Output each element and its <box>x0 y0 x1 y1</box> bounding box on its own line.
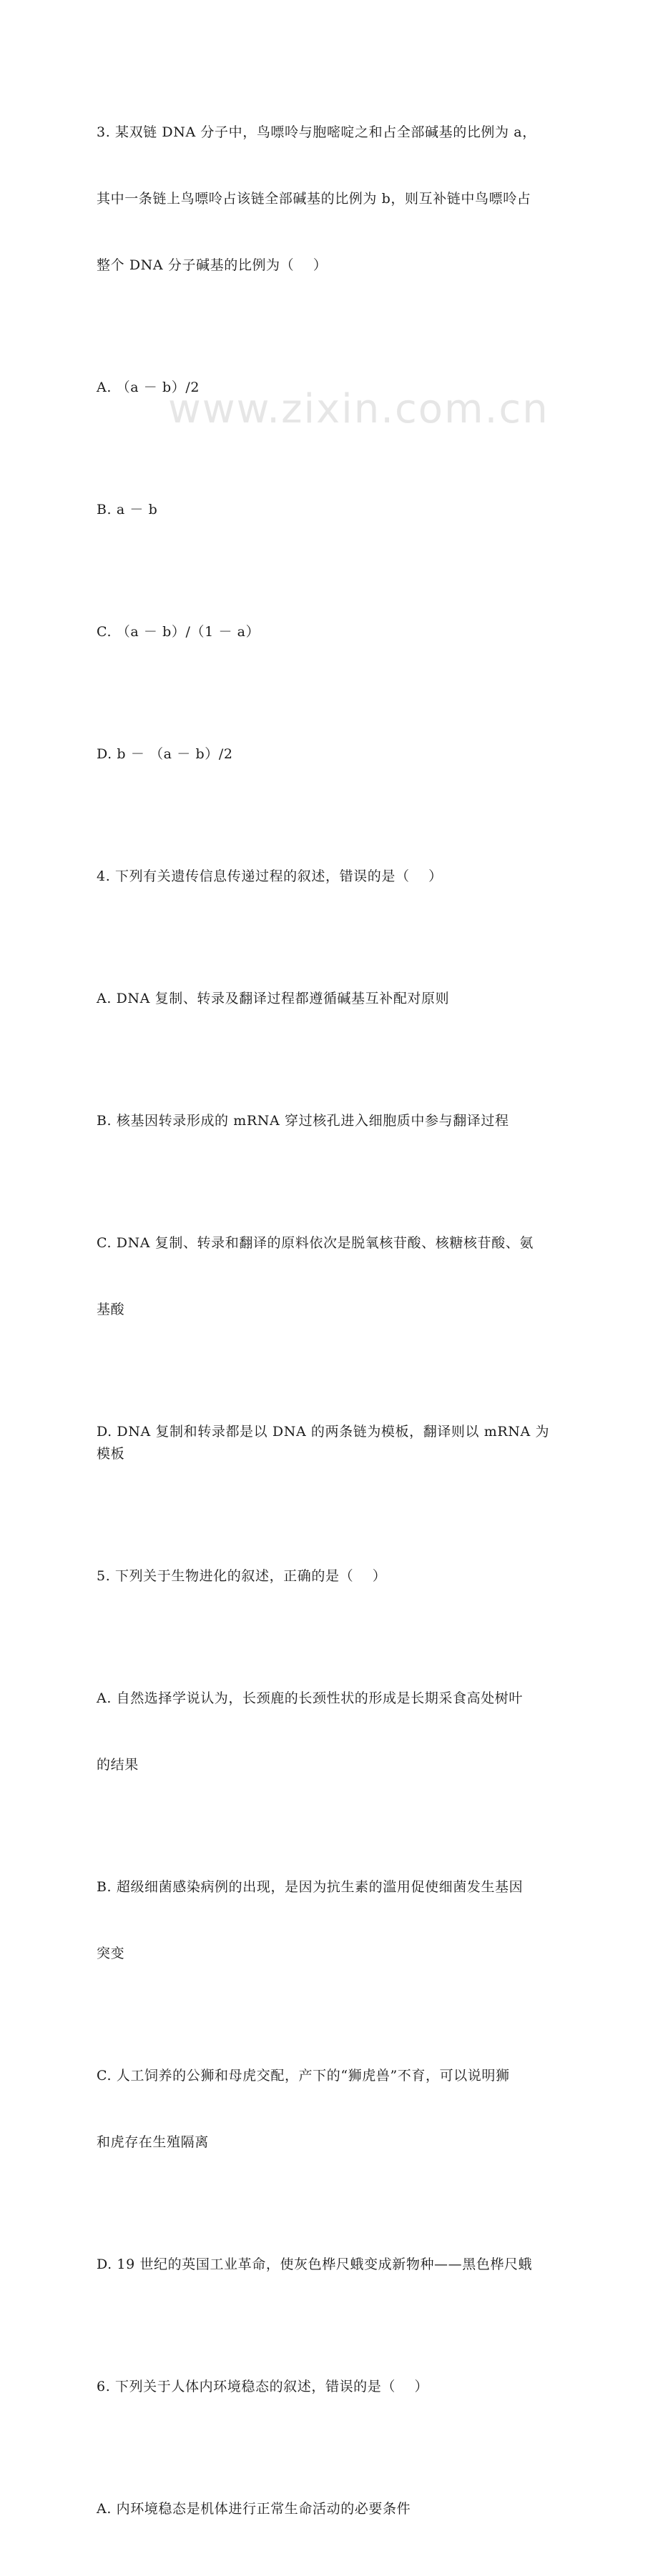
question-4-option-b <box>97 1066 561 1176</box>
question-5-option-b <box>97 1832 561 2009</box>
option-line: A. DNA 复制、转录及翻译过程都遵循碱基互补配对原则 <box>97 991 450 1006</box>
option-line: 的结果 <box>97 1757 139 1773</box>
question-5-option-c <box>97 2021 561 2198</box>
question-stem-line: 4. 下列有关遗传信息传递过程的叙述，错误的是（ ） <box>97 868 443 884</box>
option-line: C. （a － b）/（1 － a） <box>97 624 260 640</box>
question-4-option-c <box>97 1188 561 1365</box>
option-line: 突变 <box>97 1946 125 1961</box>
question-4-stem <box>97 821 561 932</box>
question-5-option-d <box>97 2209 561 2320</box>
question-list <box>97 77 561 2576</box>
option-line: D. DNA 复制和转录都是以 DNA 的两条链为模板，翻译则以 mRNA 为模板 <box>97 1424 550 1462</box>
question-4-option-a <box>97 943 561 1054</box>
question-6-stem <box>97 2332 561 2442</box>
option-line: C. 人工饲养的公狮和母虎交配，产下的“狮虎兽”不育，可以说明狮 <box>97 2068 510 2084</box>
question-stem-line: 5. 下列关于生物进化的叙述，正确的是（ ） <box>97 1568 387 1584</box>
question-3-option-b <box>97 455 561 565</box>
question-stem-line: 3. 某双链 DNA 分子中，鸟嘌呤与胞嘧啶之和占全部碱基的比例为 a， <box>97 124 536 140</box>
question-4-option-d <box>97 1377 561 1510</box>
question-3-option-c <box>97 577 561 688</box>
option-line: C. DNA 复制、转录和翻译的原料依次是脱氧核苷酸、核糖核苷酸、氨 <box>97 1235 534 1251</box>
question-5-option-a <box>97 1643 561 1820</box>
question-3-stem <box>97 77 561 321</box>
question-6-option-a <box>97 2454 561 2565</box>
option-line: B. 超级细菌感染病例的出现，是因为抗生素的滥用促使细菌发生基因 <box>97 1879 524 1895</box>
option-line: A. （a － b）/2 <box>97 380 200 395</box>
option-line: A. 自然选择学说认为，长颈鹿的长颈性状的形成是长期采食高处树叶 <box>97 1690 524 1706</box>
option-line: A. 内环境稳态是机体进行正常生命活动的必要条件 <box>97 2501 411 2517</box>
option-line: D. b － （a － b）/2 <box>97 746 233 762</box>
question-stem-line: 整个 DNA 分子碱基的比例为（ ） <box>97 257 328 273</box>
question-3-option-a <box>97 332 561 443</box>
watermark: www.zixin.com.cn <box>168 386 549 432</box>
option-line: 基酸 <box>97 1302 125 1317</box>
question-stem-line: 6. 下列关于人体内环境稳态的叙述，错误的是（ ） <box>97 2379 429 2394</box>
question-3-option-d <box>97 699 561 810</box>
question-stem-line: 其中一条链上鸟嘌呤占该链全部碱基的比例为 b，则互补链中鸟嘌呤占 <box>97 191 531 207</box>
question-5-stem <box>97 1521 561 1632</box>
option-line: D. 19 世纪的英国工业革命，使灰色桦尺蛾变成新物种——黑色桦尺蛾 <box>97 2257 533 2272</box>
option-line: B. a － b <box>97 502 158 517</box>
option-line: 和虎存在生殖隔离 <box>97 2134 209 2150</box>
option-line: B. 核基因转录形成的 mRNA 穿过核孔进入细胞质中参与翻译过程 <box>97 1113 509 1129</box>
